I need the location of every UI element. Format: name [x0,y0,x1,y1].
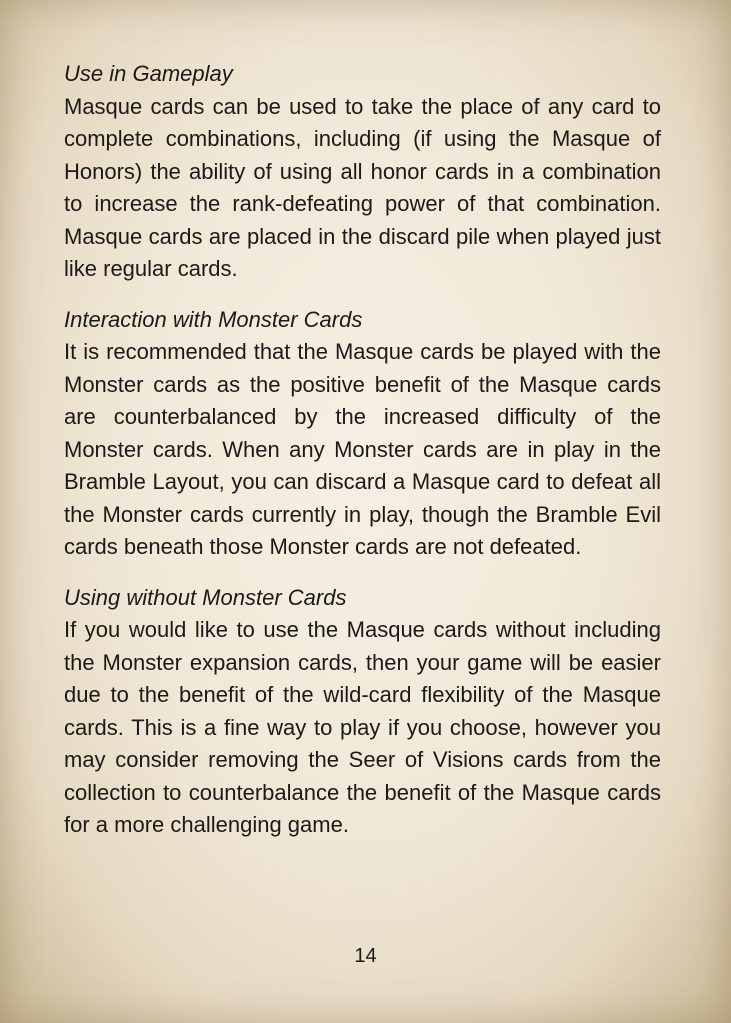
section-heading: Use in Gameplay [64,61,233,86]
page-content [64,58,661,860]
section-paragraph: It is recommended that the Masque cards be played with the Monster cards as the positive benefit of the Masque cards are counterbalanced by the increased difficulty of the Monster cards. When any Monster cards are in play in the Bramble Layout, you can discard a Masque card to defeat all the Monster cards currently in play, though the Bramble Evil cards beneath those Monster cards are not defeated. [64,339,661,559]
section-paragraph: If you would like to use the Masque cards without including the Monster expansion cards, then your game will be easier due to the benefit of the wild-card flexibility of the Masque cards. This is a fine way to play if you choose, however you may consider removing the Seer of Visions cards from the collection to counterbalance the benefit of the Masque cards for a more challenging game. [64,617,661,837]
page-number: 14 [354,945,377,967]
section-heading: Using without Monster Cards [64,584,347,610]
section-heading: Interaction with Monster Cards [64,306,363,332]
section-paragraph: Masque cards can be used to take the place of any card to complete combinations, including (if using the Masque of Honors) the ability of using all honor cards in a combination to increase the rank-defeating power of that combination. Masque cards are placed in the discard pile when played just like regular cards. [64,93,661,281]
section-using-without-monster-cards [64,582,661,842]
section-interaction-with-monster-cards [64,304,661,564]
section-use-in-gameplay [64,58,661,286]
